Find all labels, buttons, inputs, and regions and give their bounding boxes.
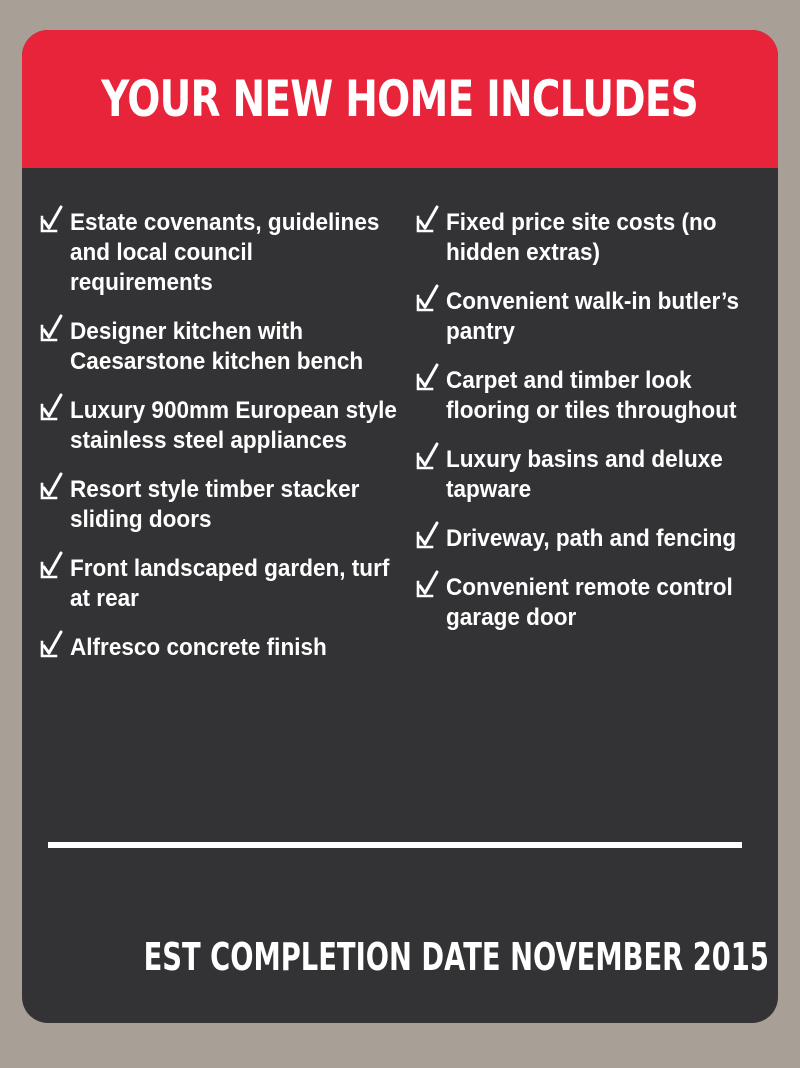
list-item-label: Designer kitchen with Caesarstone kitchen bench (70, 318, 364, 375)
list-item (416, 208, 772, 268)
checkbox-tick-icon (416, 521, 442, 551)
checkbox-tick-icon (416, 442, 442, 472)
list-item-label: Convenient walk-in butler’s pantry (446, 288, 740, 345)
divider (48, 842, 742, 848)
list-item-label: Alfresco concrete finish (70, 634, 327, 661)
checkbox-tick-icon (40, 205, 66, 235)
checkbox-tick-icon (416, 205, 442, 235)
page-title: YOUR NEW HOME INCLUDES (101, 70, 699, 128)
completion-date: EST COMPLETION DATE NOVEMBER 2015 (143, 935, 769, 979)
list-item (40, 208, 400, 298)
list-item-label: Luxury 900mm European style stainless steel appliances (70, 397, 397, 454)
checkbox-tick-icon (416, 363, 442, 393)
checkbox-tick-icon (40, 314, 66, 344)
list-item (40, 475, 400, 535)
inclusions-list-left (40, 208, 400, 682)
inclusions-list-right (416, 208, 772, 652)
list-item (40, 396, 400, 456)
list-item-label: Estate covenants, guidelines and local council requirements (70, 209, 380, 296)
title-banner (22, 30, 778, 168)
list-item-label: Resort style timber stacker sliding doors (70, 476, 360, 533)
list-item (40, 317, 400, 377)
checkbox-tick-icon (416, 284, 442, 314)
list-item-label: Convenient remote control garage door (446, 574, 733, 631)
inclusions-card (22, 30, 778, 1023)
checkbox-tick-icon (40, 551, 66, 581)
checkbox-tick-icon (40, 630, 66, 660)
list-item (416, 366, 772, 426)
list-item-label: Luxury basins and deluxe tapware (446, 446, 723, 503)
list-item (416, 287, 772, 347)
checkbox-tick-icon (40, 393, 66, 423)
list-item-label: Fixed price site costs (no hidden extras) (446, 209, 717, 266)
list-item (40, 554, 400, 614)
list-item-label: Front landscaped garden, turf at rear (70, 555, 390, 612)
list-item (416, 573, 772, 633)
list-item (40, 633, 400, 663)
checkbox-tick-icon (40, 472, 66, 502)
completion-footer (22, 935, 778, 979)
list-item (416, 524, 772, 554)
list-item-label: Driveway, path and fencing (446, 525, 737, 552)
checkbox-tick-icon (416, 570, 442, 600)
list-item (416, 445, 772, 505)
list-item-label: Carpet and timber look flooring or tiles throughout (446, 367, 737, 424)
